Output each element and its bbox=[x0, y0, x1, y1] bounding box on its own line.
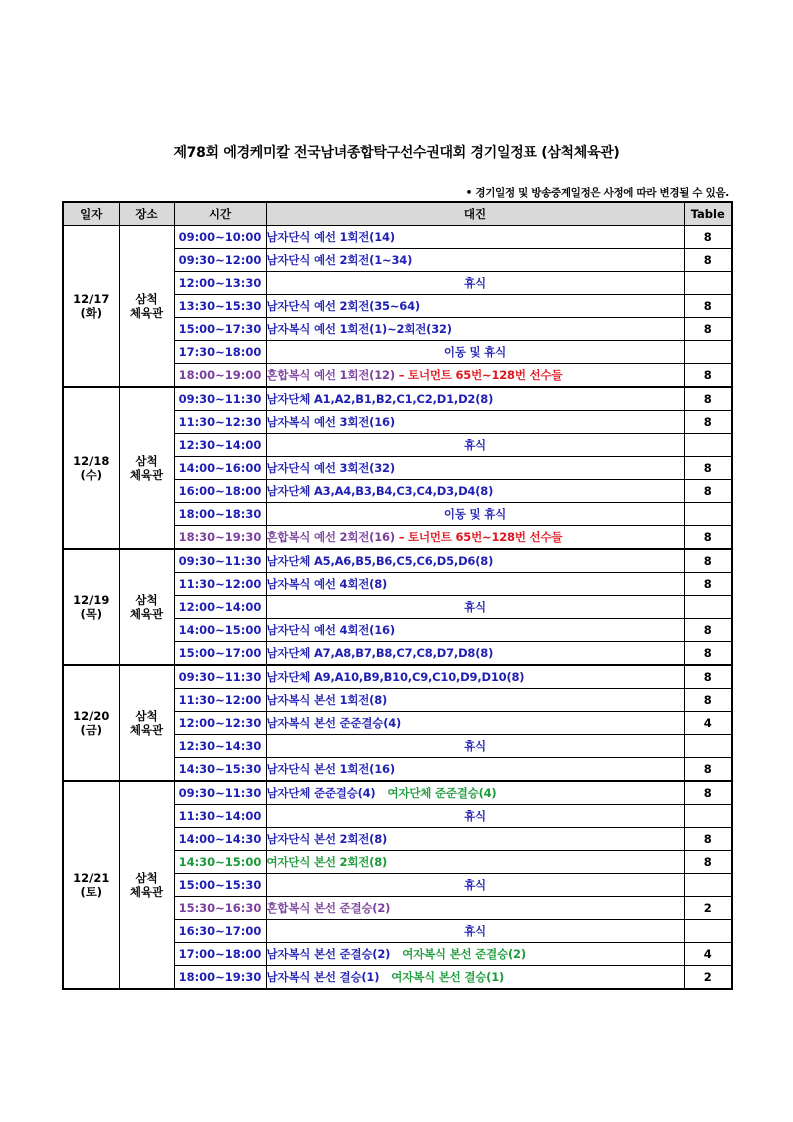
table-row bbox=[63, 226, 732, 249]
time-cell: 12:00~12:30 bbox=[174, 712, 266, 735]
match-text: 휴식 bbox=[464, 276, 486, 290]
match-cell bbox=[266, 318, 684, 341]
header-table: Table bbox=[684, 202, 732, 226]
time-cell: 15:30~16:30 bbox=[174, 897, 266, 920]
venue-line: 체육관 bbox=[129, 306, 164, 320]
match-cell bbox=[266, 805, 684, 828]
match-text: 혼합복식 예선 2회전(16) bbox=[266, 530, 399, 544]
match-cell bbox=[266, 387, 684, 411]
table-count-cell: 8 bbox=[684, 549, 732, 573]
match-text: 남자단체 A5,A6,B5,B6,C5,C6,D5,D6(8) bbox=[266, 554, 494, 568]
time-cell: 09:30~11:30 bbox=[174, 781, 266, 805]
match-text: 남자복식 본선 결승(1) bbox=[266, 970, 380, 984]
match-cell bbox=[266, 781, 684, 805]
match-text: 남자단체 A1,A2,B1,B2,C1,C2,D1,D2(8) bbox=[266, 392, 494, 406]
table-count-cell: 4 bbox=[684, 712, 732, 735]
match-text: – 토너먼트 65번~128번 선수들 bbox=[398, 368, 563, 382]
day-group bbox=[63, 387, 732, 549]
table-count-cell: 8 bbox=[684, 619, 732, 642]
table-count-cell: 8 bbox=[684, 665, 732, 689]
venue-line: 삼척 bbox=[135, 871, 158, 885]
time-cell: 18:00~19:30 bbox=[174, 966, 266, 990]
table-row bbox=[63, 549, 732, 573]
day-of-week: (토) bbox=[80, 885, 103, 899]
match-cell bbox=[266, 665, 684, 689]
time-cell: 18:00~18:30 bbox=[174, 503, 266, 526]
match-cell bbox=[266, 851, 684, 874]
match-text: 휴식 bbox=[464, 878, 486, 892]
header-match: 대진 bbox=[266, 202, 684, 226]
date-value: 12/17 bbox=[73, 292, 110, 306]
venue-cell bbox=[119, 549, 174, 665]
match-cell bbox=[266, 364, 684, 388]
match-text: 남자복식 본선 1회전(8) bbox=[266, 693, 388, 707]
table-count-cell: 2 bbox=[684, 966, 732, 990]
time-cell: 12:30~14:30 bbox=[174, 735, 266, 758]
venue-line: 삼척 bbox=[135, 593, 158, 607]
match-cell bbox=[266, 295, 684, 318]
match-cell bbox=[266, 758, 684, 782]
match-text: 남자단체 준준결승(4) bbox=[266, 786, 376, 800]
time-cell: 11:30~12:30 bbox=[174, 411, 266, 434]
match-cell bbox=[266, 226, 684, 249]
match-text: 남자단식 예선 4회전(16) bbox=[266, 623, 395, 637]
table-count-cell: 8 bbox=[684, 851, 732, 874]
match-text: 여자단체 준준결승(4) bbox=[387, 786, 497, 800]
table-count-cell bbox=[684, 596, 732, 619]
venue-line: 체육관 bbox=[129, 607, 164, 621]
header-venue: 장소 bbox=[119, 202, 174, 226]
time-cell: 12:00~13:30 bbox=[174, 272, 266, 295]
table-count-cell: 8 bbox=[684, 480, 732, 503]
match-cell bbox=[266, 341, 684, 364]
match-cell bbox=[266, 874, 684, 897]
table-count-cell: 8 bbox=[684, 387, 732, 411]
table-count-cell bbox=[684, 805, 732, 828]
match-cell bbox=[266, 480, 684, 503]
time-cell: 17:30~18:00 bbox=[174, 341, 266, 364]
day-group bbox=[63, 549, 732, 665]
match-cell bbox=[266, 573, 684, 596]
match-cell bbox=[266, 411, 684, 434]
match-text: 남자복식 본선 준결승(2) bbox=[266, 947, 391, 961]
match-text: 남자복식 예선 3회전(16) bbox=[266, 415, 395, 429]
table-row bbox=[63, 387, 732, 411]
time-cell: 09:30~11:30 bbox=[174, 387, 266, 411]
time-cell: 11:30~12:00 bbox=[174, 689, 266, 712]
table-count-cell bbox=[684, 434, 732, 457]
table-count-cell: 8 bbox=[684, 295, 732, 318]
table-row bbox=[63, 781, 732, 805]
match-cell bbox=[266, 457, 684, 480]
match-cell bbox=[266, 549, 684, 573]
time-cell: 11:30~14:00 bbox=[174, 805, 266, 828]
match-text: 휴식 bbox=[464, 739, 486, 753]
match-cell bbox=[266, 596, 684, 619]
time-cell: 14:30~15:30 bbox=[174, 758, 266, 782]
time-cell: 14:30~15:00 bbox=[174, 851, 266, 874]
time-cell: 15:00~17:30 bbox=[174, 318, 266, 341]
date-cell bbox=[63, 665, 119, 781]
time-cell: 14:00~16:00 bbox=[174, 457, 266, 480]
time-cell: 12:00~14:00 bbox=[174, 596, 266, 619]
time-cell: 09:30~11:30 bbox=[174, 665, 266, 689]
schedule-table bbox=[62, 201, 733, 990]
table-count-cell bbox=[684, 503, 732, 526]
venue-cell bbox=[119, 387, 174, 549]
match-text: 이동 및 휴식 bbox=[443, 345, 507, 359]
match-cell bbox=[266, 966, 684, 990]
table-count-cell: 4 bbox=[684, 943, 732, 966]
venue-line: 체육관 bbox=[129, 468, 164, 482]
match-cell bbox=[266, 828, 684, 851]
header-time: 시간 bbox=[174, 202, 266, 226]
time-cell: 11:30~12:00 bbox=[174, 573, 266, 596]
match-text: 여자복식 본선 준결승(2) bbox=[402, 947, 526, 961]
header-date: 일자 bbox=[63, 202, 119, 226]
day-of-week: (화) bbox=[80, 306, 103, 320]
match-text: 남자단식 예선 3회전(32) bbox=[266, 461, 395, 475]
match-cell bbox=[266, 249, 684, 272]
match-cell bbox=[266, 920, 684, 943]
table-count-cell: 8 bbox=[684, 318, 732, 341]
time-cell: 16:30~17:00 bbox=[174, 920, 266, 943]
table-count-cell: 8 bbox=[684, 411, 732, 434]
time-cell: 09:30~12:00 bbox=[174, 249, 266, 272]
match-text: 남자단식 예선 2회전(1~34) bbox=[266, 253, 413, 267]
table-count-cell: 8 bbox=[684, 758, 732, 782]
table-count-cell: 8 bbox=[684, 828, 732, 851]
table-count-cell bbox=[684, 735, 732, 758]
time-cell: 18:00~19:00 bbox=[174, 364, 266, 388]
table-count-cell: 8 bbox=[684, 642, 732, 666]
date-value: 12/20 bbox=[73, 709, 110, 723]
match-text: 혼합복식 예선 1회전(12) bbox=[266, 368, 399, 382]
table-count-cell bbox=[684, 341, 732, 364]
table-count-cell: 8 bbox=[684, 249, 732, 272]
time-cell: 17:00~18:00 bbox=[174, 943, 266, 966]
time-cell: 15:00~17:00 bbox=[174, 642, 266, 666]
venue-line: 체육관 bbox=[129, 723, 164, 737]
table-count-cell: 8 bbox=[684, 226, 732, 249]
time-cell: 12:30~14:00 bbox=[174, 434, 266, 457]
day-group bbox=[63, 226, 732, 388]
match-cell bbox=[266, 689, 684, 712]
date-value: 12/18 bbox=[73, 454, 110, 468]
table-count-cell bbox=[684, 920, 732, 943]
match-cell bbox=[266, 434, 684, 457]
venue-cell bbox=[119, 665, 174, 781]
venue-cell bbox=[119, 226, 174, 388]
match-cell bbox=[266, 712, 684, 735]
venue-line: 삼척 bbox=[135, 292, 158, 306]
match-text: 휴식 bbox=[464, 809, 486, 823]
time-cell: 09:30~11:30 bbox=[174, 549, 266, 573]
table-count-cell: 2 bbox=[684, 897, 732, 920]
header-row bbox=[63, 202, 732, 226]
match-cell bbox=[266, 897, 684, 920]
match-text: 남자단체 A3,A4,B3,B4,C3,C4,D3,D4(8) bbox=[266, 484, 494, 498]
time-cell: 18:30~19:30 bbox=[174, 526, 266, 550]
match-cell bbox=[266, 642, 684, 666]
date-cell bbox=[63, 387, 119, 549]
table-count-cell: 8 bbox=[684, 457, 732, 480]
match-text: 남자단식 예선 1회전(14) bbox=[266, 230, 395, 244]
match-cell bbox=[266, 943, 684, 966]
match-cell bbox=[266, 619, 684, 642]
match-text: 남자단식 본선 1회전(16) bbox=[266, 762, 395, 776]
match-cell bbox=[266, 503, 684, 526]
match-text: 남자단체 A7,A8,B7,B8,C7,C8,D7,D8(8) bbox=[266, 646, 494, 660]
match-text: 여자단식 본선 2회전(8) bbox=[266, 855, 388, 869]
date-value: 12/21 bbox=[73, 871, 110, 885]
match-text: 휴식 bbox=[464, 924, 486, 938]
day-of-week: (수) bbox=[80, 468, 103, 482]
match-text: 이동 및 휴식 bbox=[443, 507, 507, 521]
table-count-cell: 8 bbox=[684, 364, 732, 388]
match-text: 남자복식 예선 4회전(8) bbox=[266, 577, 388, 591]
time-cell: 14:00~15:00 bbox=[174, 619, 266, 642]
match-cell bbox=[266, 526, 684, 550]
day-of-week: (목) bbox=[80, 607, 103, 621]
venue-line: 체육관 bbox=[129, 885, 164, 899]
time-cell: 16:00~18:00 bbox=[174, 480, 266, 503]
venue-cell bbox=[119, 781, 174, 989]
time-cell: 15:00~15:30 bbox=[174, 874, 266, 897]
table-count-cell: 8 bbox=[684, 689, 732, 712]
match-text: – 토너먼트 65번~128번 선수들 bbox=[398, 530, 563, 544]
table-row bbox=[63, 665, 732, 689]
match-text: 남자단체 A9,A10,B9,B10,C9,C10,D9,D10(8) bbox=[266, 670, 525, 684]
page-title: 제78회 에경케미칼 전국남녀종합탁구선수권대회 경기일정표 (삼척체육관) bbox=[173, 145, 620, 161]
venue-line: 삼척 bbox=[135, 709, 158, 723]
schedule-note: • 경기일정 및 방송중계일정은 사정에 따라 변경될 수 있음. bbox=[465, 187, 729, 199]
table-count-cell: 8 bbox=[684, 526, 732, 550]
match-text: 남자단식 본선 2회전(8) bbox=[266, 832, 388, 846]
table-count-cell bbox=[684, 874, 732, 897]
table-count-cell: 8 bbox=[684, 781, 732, 805]
day-group bbox=[63, 781, 732, 989]
date-value: 12/19 bbox=[73, 593, 110, 607]
match-text: 남자복식 예선 1회전(1)~2회전(32) bbox=[266, 322, 452, 336]
date-cell bbox=[63, 226, 119, 388]
time-cell: 14:00~14:30 bbox=[174, 828, 266, 851]
match-text: 휴식 bbox=[464, 600, 486, 614]
day-group bbox=[63, 665, 732, 781]
match-text: 휴식 bbox=[464, 438, 486, 452]
date-cell bbox=[63, 549, 119, 665]
match-text: 남자단식 예선 2회전(35~64) bbox=[266, 299, 420, 313]
match-cell bbox=[266, 272, 684, 295]
time-cell: 09:00~10:00 bbox=[174, 226, 266, 249]
day-of-week: (금) bbox=[80, 723, 103, 737]
time-cell: 13:30~15:30 bbox=[174, 295, 266, 318]
match-text: 남자복식 본선 준준결승(4) bbox=[266, 716, 402, 730]
match-cell bbox=[266, 735, 684, 758]
match-text: 여자복식 본선 결승(1) bbox=[391, 970, 505, 984]
venue-line: 삼척 bbox=[135, 454, 158, 468]
table-count-cell: 8 bbox=[684, 573, 732, 596]
match-text: 혼합복식 본선 준결승(2) bbox=[266, 901, 391, 915]
date-cell bbox=[63, 781, 119, 989]
table-count-cell bbox=[684, 272, 732, 295]
